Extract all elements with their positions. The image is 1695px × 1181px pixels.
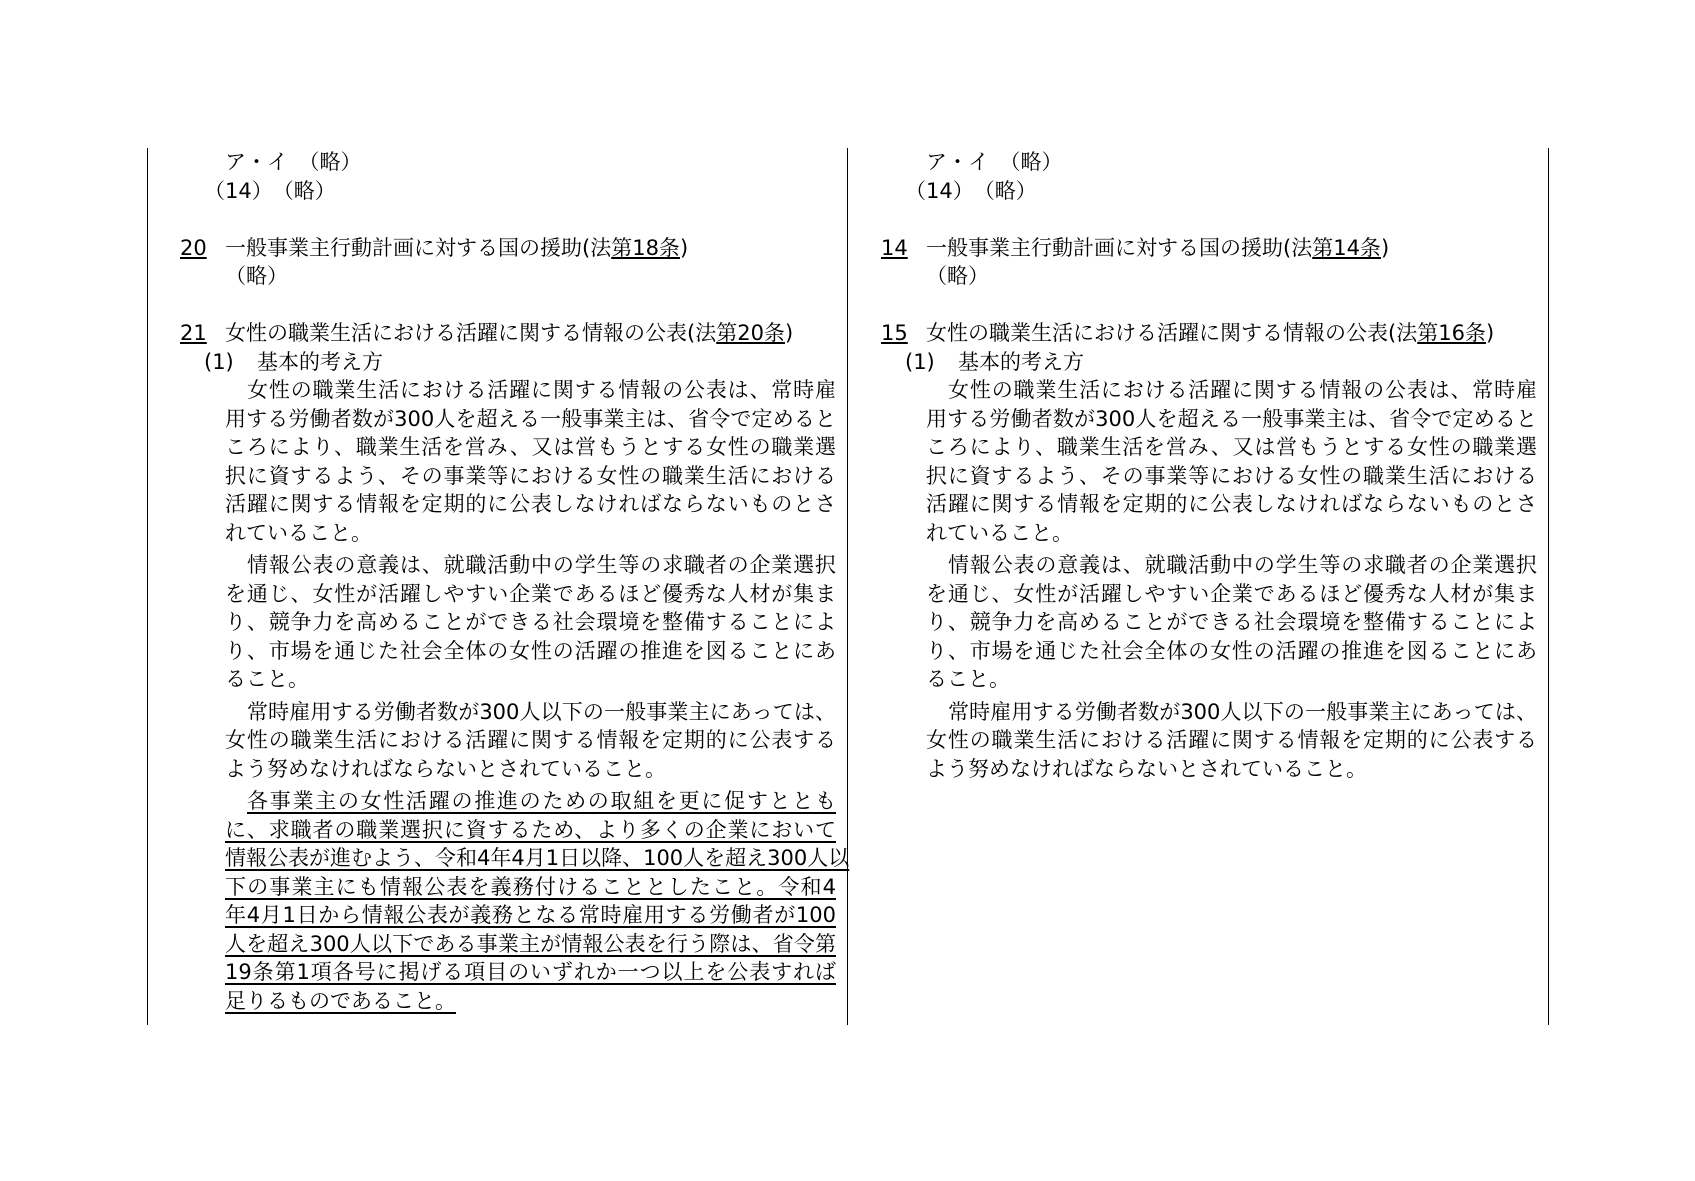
paragraph-line-text: 情報公表が進むよう、令和4年4月1日以降、100人を超え300人以: [225, 846, 850, 870]
paragraph-line-text: 常時雇用する労働者数が300人以下の一般事業主にあっては、: [948, 699, 1537, 724]
section-body-line: [180, 262, 880, 291]
section-title-close: ): [1485, 321, 1495, 345]
section-heading: [881, 234, 1581, 263]
paragraph: [225, 787, 850, 1015]
section-title: [926, 234, 1389, 263]
section-number: 20: [180, 235, 207, 260]
section-title-close: ): [784, 321, 794, 345]
spacer: [881, 291, 1581, 320]
paragraph-line: [225, 462, 836, 491]
paragraph-line: [225, 519, 836, 548]
section-title-text: 一般事業主行動計画に対する国の援助(法: [225, 235, 612, 260]
paragraph-line: [225, 665, 836, 694]
paragraph-line: [926, 698, 1537, 727]
subsection-heading: [881, 348, 1581, 377]
paragraph-line: [225, 755, 836, 784]
item-14-omitted: （14） （略）: [905, 178, 1037, 203]
section-body-omitted: （略）: [225, 264, 288, 288]
law-article-ref: 第20条: [716, 321, 785, 345]
paragraph-line-text: 情報公表の意義は、就職活動中の学生等の求職者の企業選択: [948, 553, 1537, 577]
paragraph-line: [225, 376, 836, 405]
paragraph-line-text: 年4月1日から情報公表が義務となる常時雇用する労働者が100: [225, 903, 836, 927]
paragraph-line: [225, 490, 836, 519]
subsection-title: 基本的考え方: [958, 349, 1084, 374]
section-number: 14: [881, 235, 908, 260]
section-title-text: 一般事業主行動計画に対する国の援助(法: [926, 235, 1313, 260]
paragraph-line-text: り、競争力を高めることができる社会環境を整備することによ: [926, 610, 1537, 634]
subsection-number: (1): [204, 349, 234, 374]
paragraph-line: [926, 405, 1537, 434]
item-a-i-omitted: ア・イ （略）: [225, 150, 362, 174]
law-article-ref: 第14条: [1312, 235, 1381, 260]
paragraph-line-text: よう努めなければならないとされていること。: [225, 756, 666, 781]
spacer: [180, 291, 880, 320]
item-line: [180, 148, 880, 177]
paragraph-line: [225, 787, 836, 816]
paragraph-line-text: れていること。: [926, 520, 1073, 545]
paragraph-line: [225, 873, 836, 902]
paragraph-line-text: 活躍に関する情報を定期的に公表しなければならないものとさ: [926, 492, 1537, 516]
paragraph-line-text: 足りるものであること。: [225, 988, 456, 1013]
section-title-close: ): [679, 235, 689, 260]
subsection-number: (1): [905, 349, 935, 374]
paragraph-line-text: を通じ、女性が活躍しやすい企業であるほど優秀な人材が集ま: [926, 581, 1537, 606]
section-body-line: [881, 262, 1581, 291]
item-line: [180, 177, 880, 206]
paragraph-line: [225, 987, 836, 1016]
paragraph-line-text: に、求職者の職業選択に資するため、より多くの企業において: [225, 817, 836, 842]
section-title-text: 女性の職業生活における活躍に関する情報の公表(法: [225, 321, 717, 345]
left-column-old-text: [180, 148, 880, 1015]
paragraph-line: [926, 519, 1537, 548]
paragraph-line: [225, 608, 836, 637]
paragraph-line-text: 下の事業主にも情報公表を義務付けることとしたこと。令和4: [225, 874, 836, 899]
paragraph-line-text: り、市場を通じた社会全体の女性の活躍の推進を図ることにあ: [926, 638, 1537, 663]
item-line: [881, 177, 1581, 206]
paragraph-line: [225, 958, 836, 987]
paragraph: [926, 551, 1537, 694]
section-title-close: ): [1380, 235, 1390, 260]
paragraph-line: [926, 755, 1537, 784]
section-title: [926, 319, 1494, 348]
paragraph-line-text: 女性の職業生活における活躍に関する情報を定期的に公表する: [926, 728, 1537, 752]
paragraph-line-text: 択に資するよう、その事業等における女性の職業生活における: [926, 463, 1537, 488]
paragraph-line-text: り、市場を通じた社会全体の女性の活躍の推進を図ることにあ: [225, 638, 836, 663]
paragraph-line-text: ころにより、職業生活を営み、又は営もうとする女性の職業選: [225, 435, 836, 459]
paragraph-line-text: 人を超え300人以下である事業主が情報公表を行う際は、省令第: [225, 931, 836, 956]
paragraph: [225, 551, 836, 694]
paragraph-line: [225, 726, 836, 755]
paragraph: [225, 376, 836, 547]
paragraph-line: [225, 405, 836, 434]
paragraph-line-text: よう努めなければならないとされていること。: [926, 756, 1367, 781]
paragraph-line: [225, 901, 836, 930]
section-title: [225, 234, 688, 263]
paragraph-line: [926, 376, 1537, 405]
section-number: 21: [180, 321, 207, 345]
right-column-new-text: [881, 148, 1581, 783]
paragraph-line-text: を通じ、女性が活躍しやすい企業であるほど優秀な人材が集ま: [225, 581, 836, 606]
section-number: 15: [881, 321, 908, 345]
paragraph-line: [926, 462, 1537, 491]
paragraph-line-text: 用する労働者数が300人を超える一般事業主は、省令で定めると: [926, 406, 1537, 431]
paragraph-line: [926, 433, 1537, 462]
item-a-i-omitted: ア・イ （略）: [926, 150, 1063, 174]
paragraph-line-text: 女性の職業生活における活躍に関する情報の公表は、常時雇: [247, 378, 836, 402]
paragraph-line: [926, 580, 1537, 609]
paragraph-line-text: 19条第1項各号に掲げる項目のいずれか一つ以上を公表すれば: [225, 960, 836, 984]
paragraph-line: [926, 490, 1537, 519]
law-article-ref: 第18条: [611, 235, 680, 260]
law-article-ref: 第16条: [1417, 321, 1486, 345]
section-title-text: 女性の職業生活における活躍に関する情報の公表(法: [926, 321, 1418, 345]
paragraph-line-text: ころにより、職業生活を営み、又は営もうとする女性の職業選: [926, 435, 1537, 459]
paragraph-line-text: 用する労働者数が300人を超える一般事業主は、省令で定めると: [225, 406, 836, 431]
section-heading: [881, 319, 1581, 348]
paragraph-line-text: ること。: [926, 667, 1010, 691]
paragraph-line: [225, 580, 836, 609]
section-title: [225, 319, 793, 348]
paragraph-line: [926, 551, 1537, 580]
paragraph-line-text: 各事業主の女性活躍の推進のための取組を更に促すととも: [247, 789, 836, 813]
paragraph-line: [225, 551, 836, 580]
paragraph-line: [926, 726, 1537, 755]
paragraph-line-text: 女性の職業生活における活躍に関する情報を定期的に公表する: [225, 728, 836, 752]
paragraph-line-text: り、競争力を高めることができる社会環境を整備することによ: [225, 610, 836, 634]
paragraph-line: [225, 844, 850, 873]
paragraph-line: [225, 637, 836, 666]
paragraph-line-text: 女性の職業生活における活躍に関する情報の公表は、常時雇: [948, 378, 1537, 402]
section-heading: [180, 234, 880, 263]
paragraph-line: [225, 930, 836, 959]
paragraph-line: [225, 433, 836, 462]
paragraph-line-text: ること。: [225, 667, 309, 691]
item-line: [881, 148, 1581, 177]
paragraph: [926, 376, 1537, 547]
paragraph-line-text: 択に資するよう、その事業等における女性の職業生活における: [225, 463, 836, 488]
paragraph-line-text: れていること。: [225, 520, 372, 545]
paragraph: [926, 698, 1537, 784]
paragraph-line-text: 情報公表の意義は、就職活動中の学生等の求職者の企業選択: [247, 553, 836, 577]
spacer: [180, 205, 880, 234]
paragraph-line: [926, 637, 1537, 666]
item-14-omitted: （14） （略）: [204, 178, 336, 203]
section-body-omitted: （略）: [926, 264, 989, 288]
paragraph-line-text: 活躍に関する情報を定期的に公表しなければならないものとさ: [225, 492, 836, 516]
subsection-heading: [180, 348, 880, 377]
spacer: [881, 205, 1581, 234]
paragraph-line-text: 常時雇用する労働者数が300人以下の一般事業主にあっては、: [247, 699, 836, 724]
subsection-title: 基本的考え方: [257, 349, 383, 374]
paragraph-line: [225, 698, 836, 727]
left-border: [147, 148, 148, 1025]
paragraph-line: [926, 665, 1537, 694]
paragraph: [225, 698, 836, 784]
paragraph-line: [926, 608, 1537, 637]
paragraph-line: [225, 816, 836, 845]
section-heading: [180, 319, 880, 348]
